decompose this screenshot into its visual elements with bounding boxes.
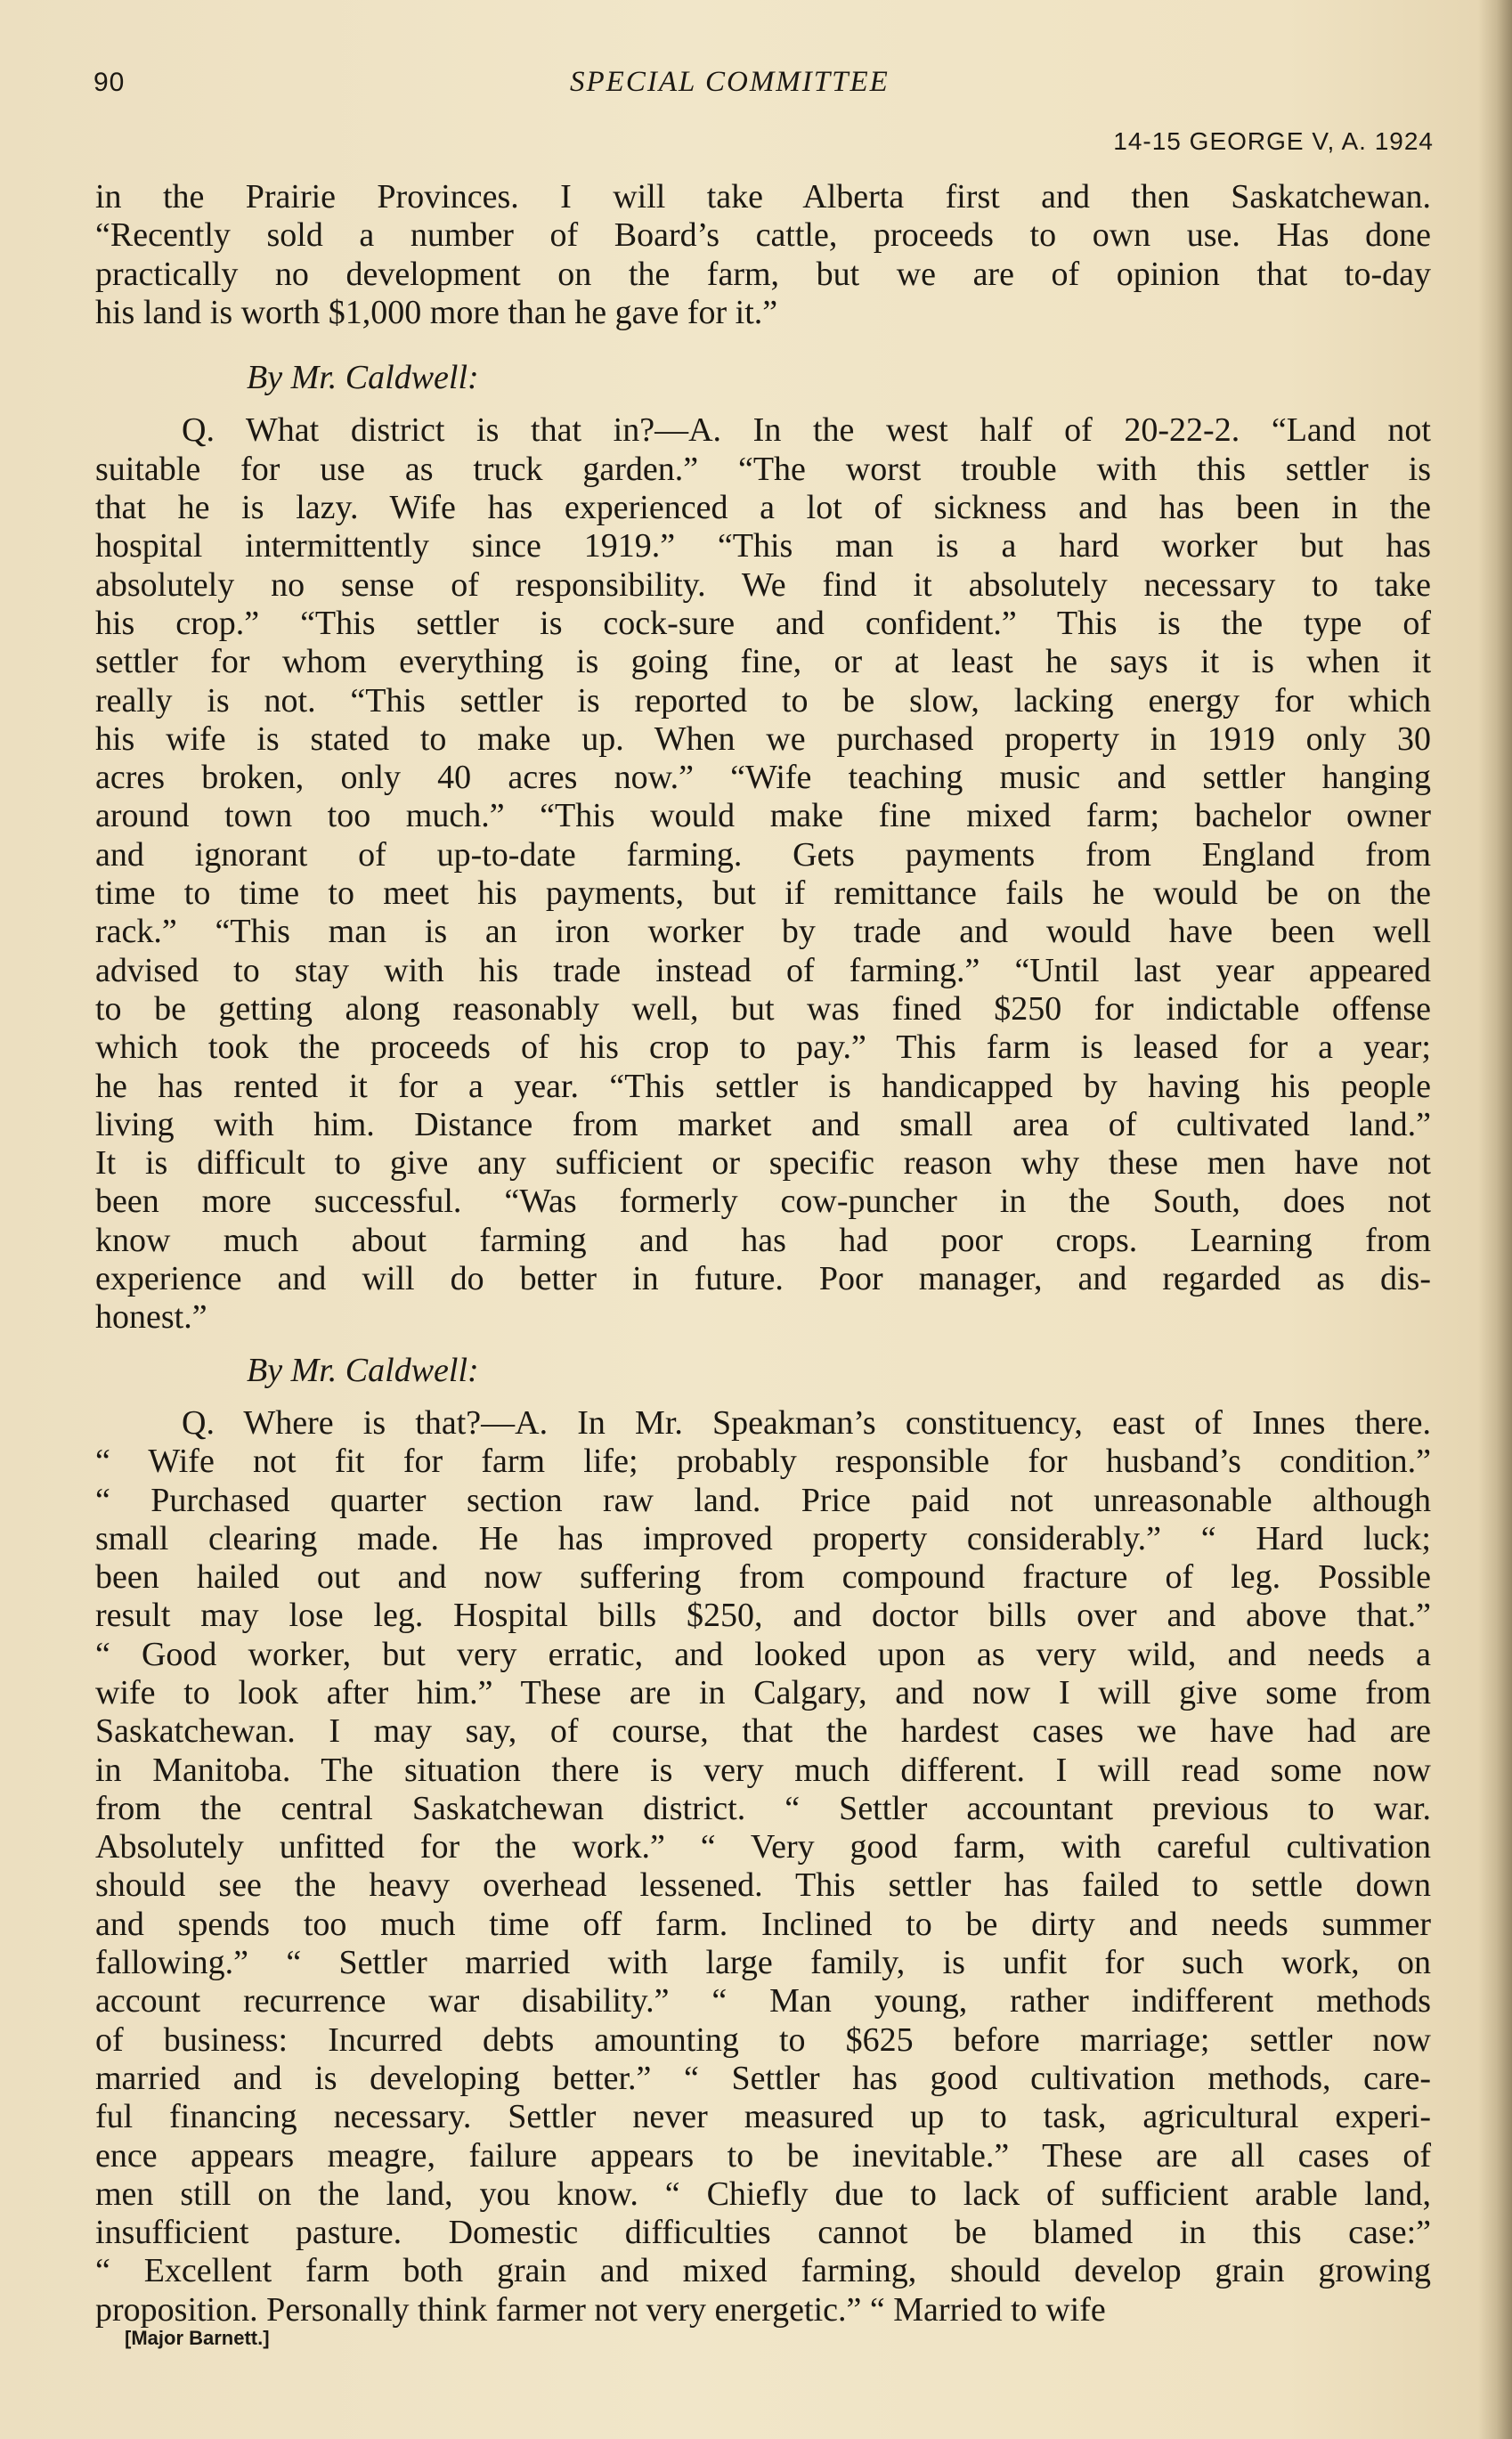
text-line: and ignorant of up-to-date farming. Gets payments from England from [95, 835, 1431, 874]
text-line: time to time to meet his payments, but if remittance fails he would be on the [95, 874, 1431, 913]
text-line: from the central Saskatchewan district. “ Settler accountant previous to war. [95, 1789, 1431, 1827]
speaker-footnote: [Major Barnett.] [125, 2327, 270, 2349]
text-line: men still on the land, you know. “ Chiefly due to lack of sufficient arable land, [95, 2175, 1431, 2213]
text-line: hospital intermittently since 1919.” “This man is a hard worker but has [95, 527, 1431, 565]
text-line: and spends too much time off farm. Inclined to be dirty and needs summer [95, 1905, 1431, 1943]
text-line: “ Purchased quarter section raw land. Price paid not unreasonable although [95, 1481, 1431, 1519]
text-line: proposition. Personally think farmer not very energetic.” “ Married to wife [95, 2290, 1106, 2329]
text-line: experience and will do better in future. Poor manager, and regarded as dis- [95, 1260, 1431, 1298]
text-line: rack.” “This man is an iron worker by trade and would have been well [95, 913, 1431, 951]
text-line: know much about farming and has had poor crops. Learning from [95, 1221, 1431, 1259]
text-line: “Recently sold a number of Board’s cattle, proceeds to own use. Has done [95, 216, 1431, 255]
text-line: “ Excellent farm both grain and mixed farming, should develop grain growing [95, 2252, 1431, 2290]
text-line: account recurrence war disability.” “ Man young, rather indifferent methods [95, 1982, 1431, 2020]
text-line: Q. Where is that?—A. In Mr. Speakman’s constituency, east of Innes there. [182, 1403, 1431, 1442]
text-line: insufficient pasture. Domestic difficulties cannot be blamed in this case:” [95, 2214, 1431, 2252]
text-line: really is not. “This settler is reported to be slow, lacking energy for which [95, 681, 1431, 720]
text-line: in Manitoba. The situation there is very much different. I will read some now [95, 1751, 1431, 1789]
text-line: been hailed out and now suffering from compound fracture of leg. Possible [95, 1558, 1431, 1597]
text-line: small clearing made. He has improved property considerably.” “ Hard luck; [95, 1519, 1431, 1557]
text-line: which took the proceeds of his crop to pay.” This farm is leased for a year; [95, 1028, 1431, 1067]
text-line: he has rented it for a year. “This settler is handicapped by having his people [95, 1067, 1431, 1105]
text-line: married and is developing better.” “ Settler has good cultivation methods, care- [95, 2059, 1431, 2097]
page-number: 90 [93, 68, 126, 97]
speaker-heading-2: By Mr. Caldwell: [247, 1351, 479, 1389]
text-line: around town too much.” “This would make fine mixed farm; bachelor owner [95, 797, 1431, 835]
text-line: “ Wife not fit for farm life; probably responsible for husband’s condition.” [95, 1443, 1431, 1481]
text-line: absolutely no sense of responsibility. We find it absolutely necessary to take [95, 565, 1431, 604]
text-line: of business: Incurred debts amounting to $625 before marriage; settler now [95, 2020, 1431, 2059]
text-line: to be getting along reasonably well, but was fined $250 for indictable offense [95, 989, 1431, 1028]
text-line: his crop.” “This settler is cock-sure and confident.” This is the type of [95, 604, 1431, 642]
text-line: Saskatchewan. I may say, of course, that the hardest cases we have had are [95, 1712, 1431, 1751]
text-line: fallowing.” “ Settler married with large family, is unfit for such work, on [95, 1944, 1431, 1982]
text-line: living with him. Distance from market and small area of cultivated land.” [95, 1105, 1431, 1143]
paragraph-3 [95, 1404, 1431, 2329]
text-line: his land is worth $1,000 more than he gave for it.” [95, 293, 778, 331]
text-line: in the Prairie Provinces. I will take Alberta first and then Saskatchewan. [95, 178, 1431, 215]
text-line: suitable for use as truck garden.” “The worst trouble with this settler is [95, 450, 1431, 488]
text-line: been more successful. “Was formerly cow-puncher in the South, does not [95, 1183, 1431, 1221]
text-line: Absolutely unfitted for the work.” “ Very good farm, with careful cultivation [95, 1828, 1431, 1866]
text-line: result may lose leg. Hospital bills $250, and doctor bills over and above that.” [95, 1597, 1431, 1635]
text-line: should see the heavy overhead lessened. This settler has failed to settle down [95, 1866, 1431, 1905]
text-line: Q. What district is that in?—A. In the west half of 20-22-2. “Land not [182, 411, 1431, 450]
paragraph-1 [95, 178, 1431, 332]
text-line: his wife is stated to make up. When we purchased property in 1919 only 30 [95, 720, 1431, 758]
binding-edge-shadow [1478, 0, 1512, 2439]
text-line: advised to stay with his trade instead of farming.” “Until last year appeared [95, 951, 1431, 989]
text-line: honest.” [95, 1298, 207, 1337]
text-line: ful financing necessary. Settler never measured up to task, agricultural experi- [95, 2098, 1431, 2136]
text-line: that he is lazy. Wife has experienced a lot of sickness and has been in the [95, 489, 1431, 527]
text-line: acres broken, only 40 acres now.” “Wife teaching music and settler hanging [95, 759, 1431, 797]
session-label: 14-15 GEORGE V, A. 1924 [1113, 127, 1434, 155]
paragraph-2 [95, 411, 1431, 1337]
text-line: practically no development on the farm, but we are of opinion that to-day [95, 255, 1431, 293]
speaker-heading-1: By Mr. Caldwell: [247, 359, 479, 397]
text-line: wife to look after him.” These are in Calgary, and now I will give some from [95, 1673, 1431, 1711]
text-line: ence appears meagre, failure appears to be inevitable.” These are all cases of [95, 2136, 1431, 2175]
running-title: SPECIAL COMMITTEE [570, 66, 890, 98]
text-line: settler for whom everything is going fine, or at least he says it is when it [95, 643, 1431, 681]
text-line: “ Good worker, but very erratic, and looked upon as very wild, and needs a [95, 1635, 1431, 1673]
text-line: It is difficult to give any sufficient or specific reason why these men have not [95, 1144, 1431, 1183]
body-text [95, 178, 1431, 2329]
